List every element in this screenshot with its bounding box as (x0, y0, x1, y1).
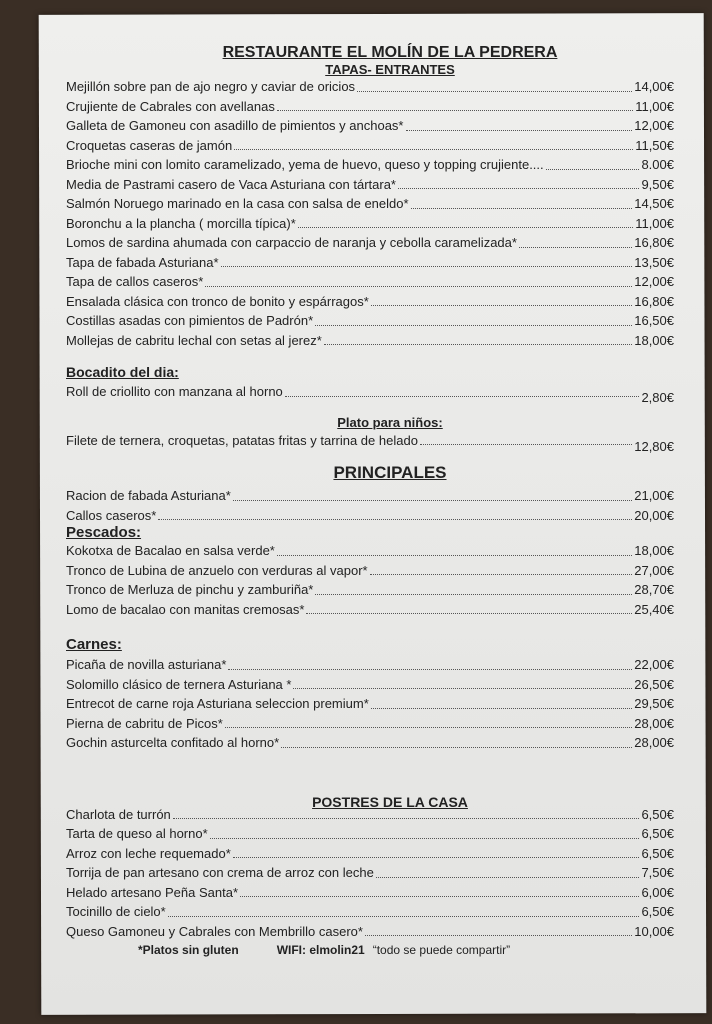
principales-heading: PRINCIPALES (333, 463, 447, 482)
item-name: Gochin asturcelta confitado al horno* (66, 735, 280, 750)
dot-leader (315, 325, 632, 326)
dot-leader (398, 188, 639, 189)
item-name: Kokotxa de Bacalao en salsa verde* (66, 543, 275, 558)
item-price: 21,00€ (634, 488, 674, 503)
item-price: 7,50€ (641, 865, 674, 880)
item-name: Croquetas caseras de jamón (66, 137, 233, 153)
item-name: Entrecot de carne roja Asturiana seleccion premium* (66, 696, 369, 711)
ninos-heading: Plato para niños: (337, 414, 443, 430)
item-price: 14,00€ (634, 79, 674, 94)
item-name: Helado artesano Peña Santa* (66, 884, 239, 900)
dot-leader (228, 669, 632, 670)
item-price: 16,50€ (634, 313, 674, 328)
menu-item (66, 214, 674, 234)
pescados-heading: Pescados: (66, 524, 142, 541)
item-price: 18,00€ (634, 543, 674, 558)
item-price: 16,80€ (634, 235, 674, 250)
dot-leader (519, 247, 632, 248)
item-name: Media de Pastrami casero de Vaca Asturiana con tártara* (66, 176, 396, 192)
dot-leader (324, 344, 632, 345)
dot-leader (168, 916, 640, 917)
dot-leader (225, 727, 632, 728)
item-price: 29,50€ (634, 696, 674, 711)
menu-item (66, 136, 674, 156)
wifi-info: WIFI: elmolin21 (276, 943, 365, 957)
item-price: 26,50€ (634, 676, 674, 692)
carnes-list (66, 655, 674, 753)
dot-leader (365, 935, 632, 936)
dot-leader (277, 555, 632, 556)
ninos-list (66, 431, 674, 454)
item-name: Arroz con leche requemado* (66, 845, 231, 861)
item-name: Tocinillo de cielo* (66, 904, 166, 919)
item-price: 20,00€ (634, 507, 674, 523)
menu-item (66, 541, 674, 561)
menu-item (66, 600, 674, 620)
menu-item (66, 233, 674, 253)
item-name: Salmón Noruego marinado en la casa con salsa de eneldo* (66, 196, 409, 211)
menu-item (66, 733, 674, 753)
item-name: Tapa de callos caseros* (66, 274, 204, 289)
motto: “todo se puede compartir” (372, 943, 511, 957)
dot-leader (357, 91, 632, 92)
bocadito-heading: Bocadito del dia: (66, 364, 179, 380)
item-price: 25,40€ (634, 601, 674, 617)
item-price: 28,00€ (634, 735, 674, 750)
item-name: Pierna de cabritu de Picos* (66, 715, 223, 731)
item-name: Boronchu a la plancha ( morcilla típica)* (66, 215, 296, 231)
item-name: Picaña de novilla asturiana* (66, 657, 227, 672)
item-name: Costillas asadas con pimientos de Padrón* (66, 313, 314, 328)
menu-item (66, 863, 674, 883)
item-price: 6,50€ (641, 806, 674, 822)
item-name: Roll de criollito con manzana al horno (66, 384, 283, 399)
item-name: Brioche mini con lomito caramelizado, yema de huevo, queso y topping crujiente.... (66, 157, 544, 172)
item-name: Lomos de sardina ahumada con carpaccio de naranja y cebolla caramelizada* (66, 235, 517, 250)
item-name: Galleta de Gamoneu con asadillo de pimientos y anchoas* (66, 118, 404, 133)
item-price: 11,50€ (635, 137, 674, 153)
dot-leader (210, 838, 640, 839)
menu-item (66, 655, 674, 675)
postres-list (66, 805, 674, 942)
dot-leader (546, 169, 640, 170)
tapas-heading: TAPAS- ENTRANTES (325, 62, 455, 77)
menu-item (66, 97, 674, 117)
item-price: 8.00€ (641, 157, 674, 172)
menu-item (66, 175, 674, 195)
menu-item (66, 311, 674, 331)
dot-leader (371, 305, 632, 306)
menu-footer (66, 943, 674, 957)
item-name: Ensalada clásica con tronco de bonito y espárragos* (66, 293, 369, 309)
item-price: 12,00€ (634, 118, 674, 133)
item-name: Callos caseros* (66, 507, 157, 523)
item-price: 11,00€ (635, 215, 674, 231)
item-price: 18,00€ (634, 332, 674, 348)
menu-item (66, 883, 674, 903)
dot-leader (221, 266, 633, 267)
dot-leader (420, 444, 632, 445)
dot-leader (315, 594, 632, 595)
menu-item (66, 272, 674, 292)
menu-item (66, 824, 674, 844)
carnes-heading: Carnes: (66, 636, 122, 653)
dot-leader (233, 857, 640, 858)
menu-item (66, 253, 674, 273)
dot-leader (298, 227, 633, 228)
menu-item (66, 922, 674, 942)
item-price: 22,00€ (634, 657, 674, 672)
item-price: 14,50€ (634, 196, 674, 211)
item-name: Lomo de bacalao con manitas cremosas* (66, 601, 305, 617)
menu-item (66, 902, 674, 922)
menu-item (66, 77, 674, 97)
item-price: 12,80€ (634, 438, 674, 454)
item-price: 2,80€ (641, 390, 674, 405)
item-price: 13,50€ (634, 254, 674, 270)
item-price: 27,00€ (634, 562, 674, 578)
dot-leader (277, 110, 633, 111)
tapas-list (66, 77, 674, 350)
dot-leader (293, 688, 632, 689)
menu-item (66, 506, 674, 526)
item-name: Crujiente de Cabrales con avellanas (66, 98, 275, 114)
dot-leader (205, 286, 632, 287)
restaurant-title: RESTAURANTE EL MOLÍN DE LA PEDRERA (222, 44, 558, 61)
dot-leader (240, 896, 639, 897)
menu-content (66, 44, 674, 957)
menu-item (66, 486, 674, 506)
item-price: 16,80€ (634, 293, 674, 309)
dot-leader (234, 149, 633, 150)
item-name: Tapa de fabada Asturiana* (66, 254, 219, 270)
item-name: Tronco de Lubina de anzuelo con verduras al vapor* (66, 562, 368, 578)
item-price: 12,00€ (634, 274, 674, 289)
principales-list (66, 486, 674, 525)
item-name: Mollejas de cabritu lechal con setas al jerez* (66, 332, 322, 348)
dot-leader (285, 396, 640, 397)
dot-leader (158, 519, 632, 520)
menu-item (66, 116, 674, 136)
menu-item (66, 844, 674, 864)
item-price: 11,00€ (635, 98, 674, 114)
item-name: Mejillón sobre pan de ajo negro y caviar de oricios (66, 79, 356, 94)
bocadito-list (66, 382, 674, 405)
item-name: Solomillo clásico de ternera Asturiana * (66, 676, 292, 692)
menu-item (66, 382, 674, 405)
item-price: 28,00€ (634, 715, 674, 731)
dot-leader (370, 574, 633, 575)
dot-leader (306, 613, 632, 614)
menu-item (66, 694, 674, 714)
menu-item (66, 431, 674, 454)
menu-item (66, 675, 674, 695)
menu-item (66, 155, 674, 175)
pescados-list (66, 541, 674, 619)
menu-item (66, 292, 674, 312)
dot-leader (173, 818, 640, 819)
item-name: Queso Gamoneu y Cabrales con Membrillo casero* (66, 923, 363, 939)
dot-leader (411, 208, 633, 209)
item-price: 10,00€ (634, 923, 674, 939)
item-price: 6,50€ (641, 826, 674, 841)
item-name: Tronco de Merluza de pinchu y zamburiña* (66, 582, 314, 597)
item-name: Torrija de pan artesano con crema de arroz con leche (66, 865, 374, 880)
menu-item (66, 331, 674, 351)
postres-heading: POSTRES DE LA CASA (312, 793, 468, 810)
dot-leader (281, 747, 632, 748)
item-price: 9,50€ (641, 176, 674, 192)
dot-leader (371, 708, 632, 709)
item-name: Racion de fabada Asturiana* (66, 488, 231, 503)
menu-item (66, 561, 674, 581)
item-name: Filete de ternera, croquetas, patatas fritas y tarrina de helado (66, 432, 418, 448)
menu-item (66, 194, 674, 214)
item-price: 6,50€ (641, 904, 674, 919)
item-price: 6,00€ (641, 884, 674, 900)
item-price: 28,70€ (634, 582, 674, 597)
menu-item (66, 580, 674, 600)
dot-leader (376, 877, 640, 878)
dot-leader (233, 500, 632, 501)
menu-item (66, 714, 674, 734)
item-price: 6,50€ (641, 845, 674, 861)
dot-leader (406, 130, 633, 131)
item-name: Charlota de turrón (66, 806, 171, 822)
gluten-note: *Platos sin gluten (138, 943, 239, 957)
item-name: Tarta de queso al horno* (66, 826, 208, 841)
